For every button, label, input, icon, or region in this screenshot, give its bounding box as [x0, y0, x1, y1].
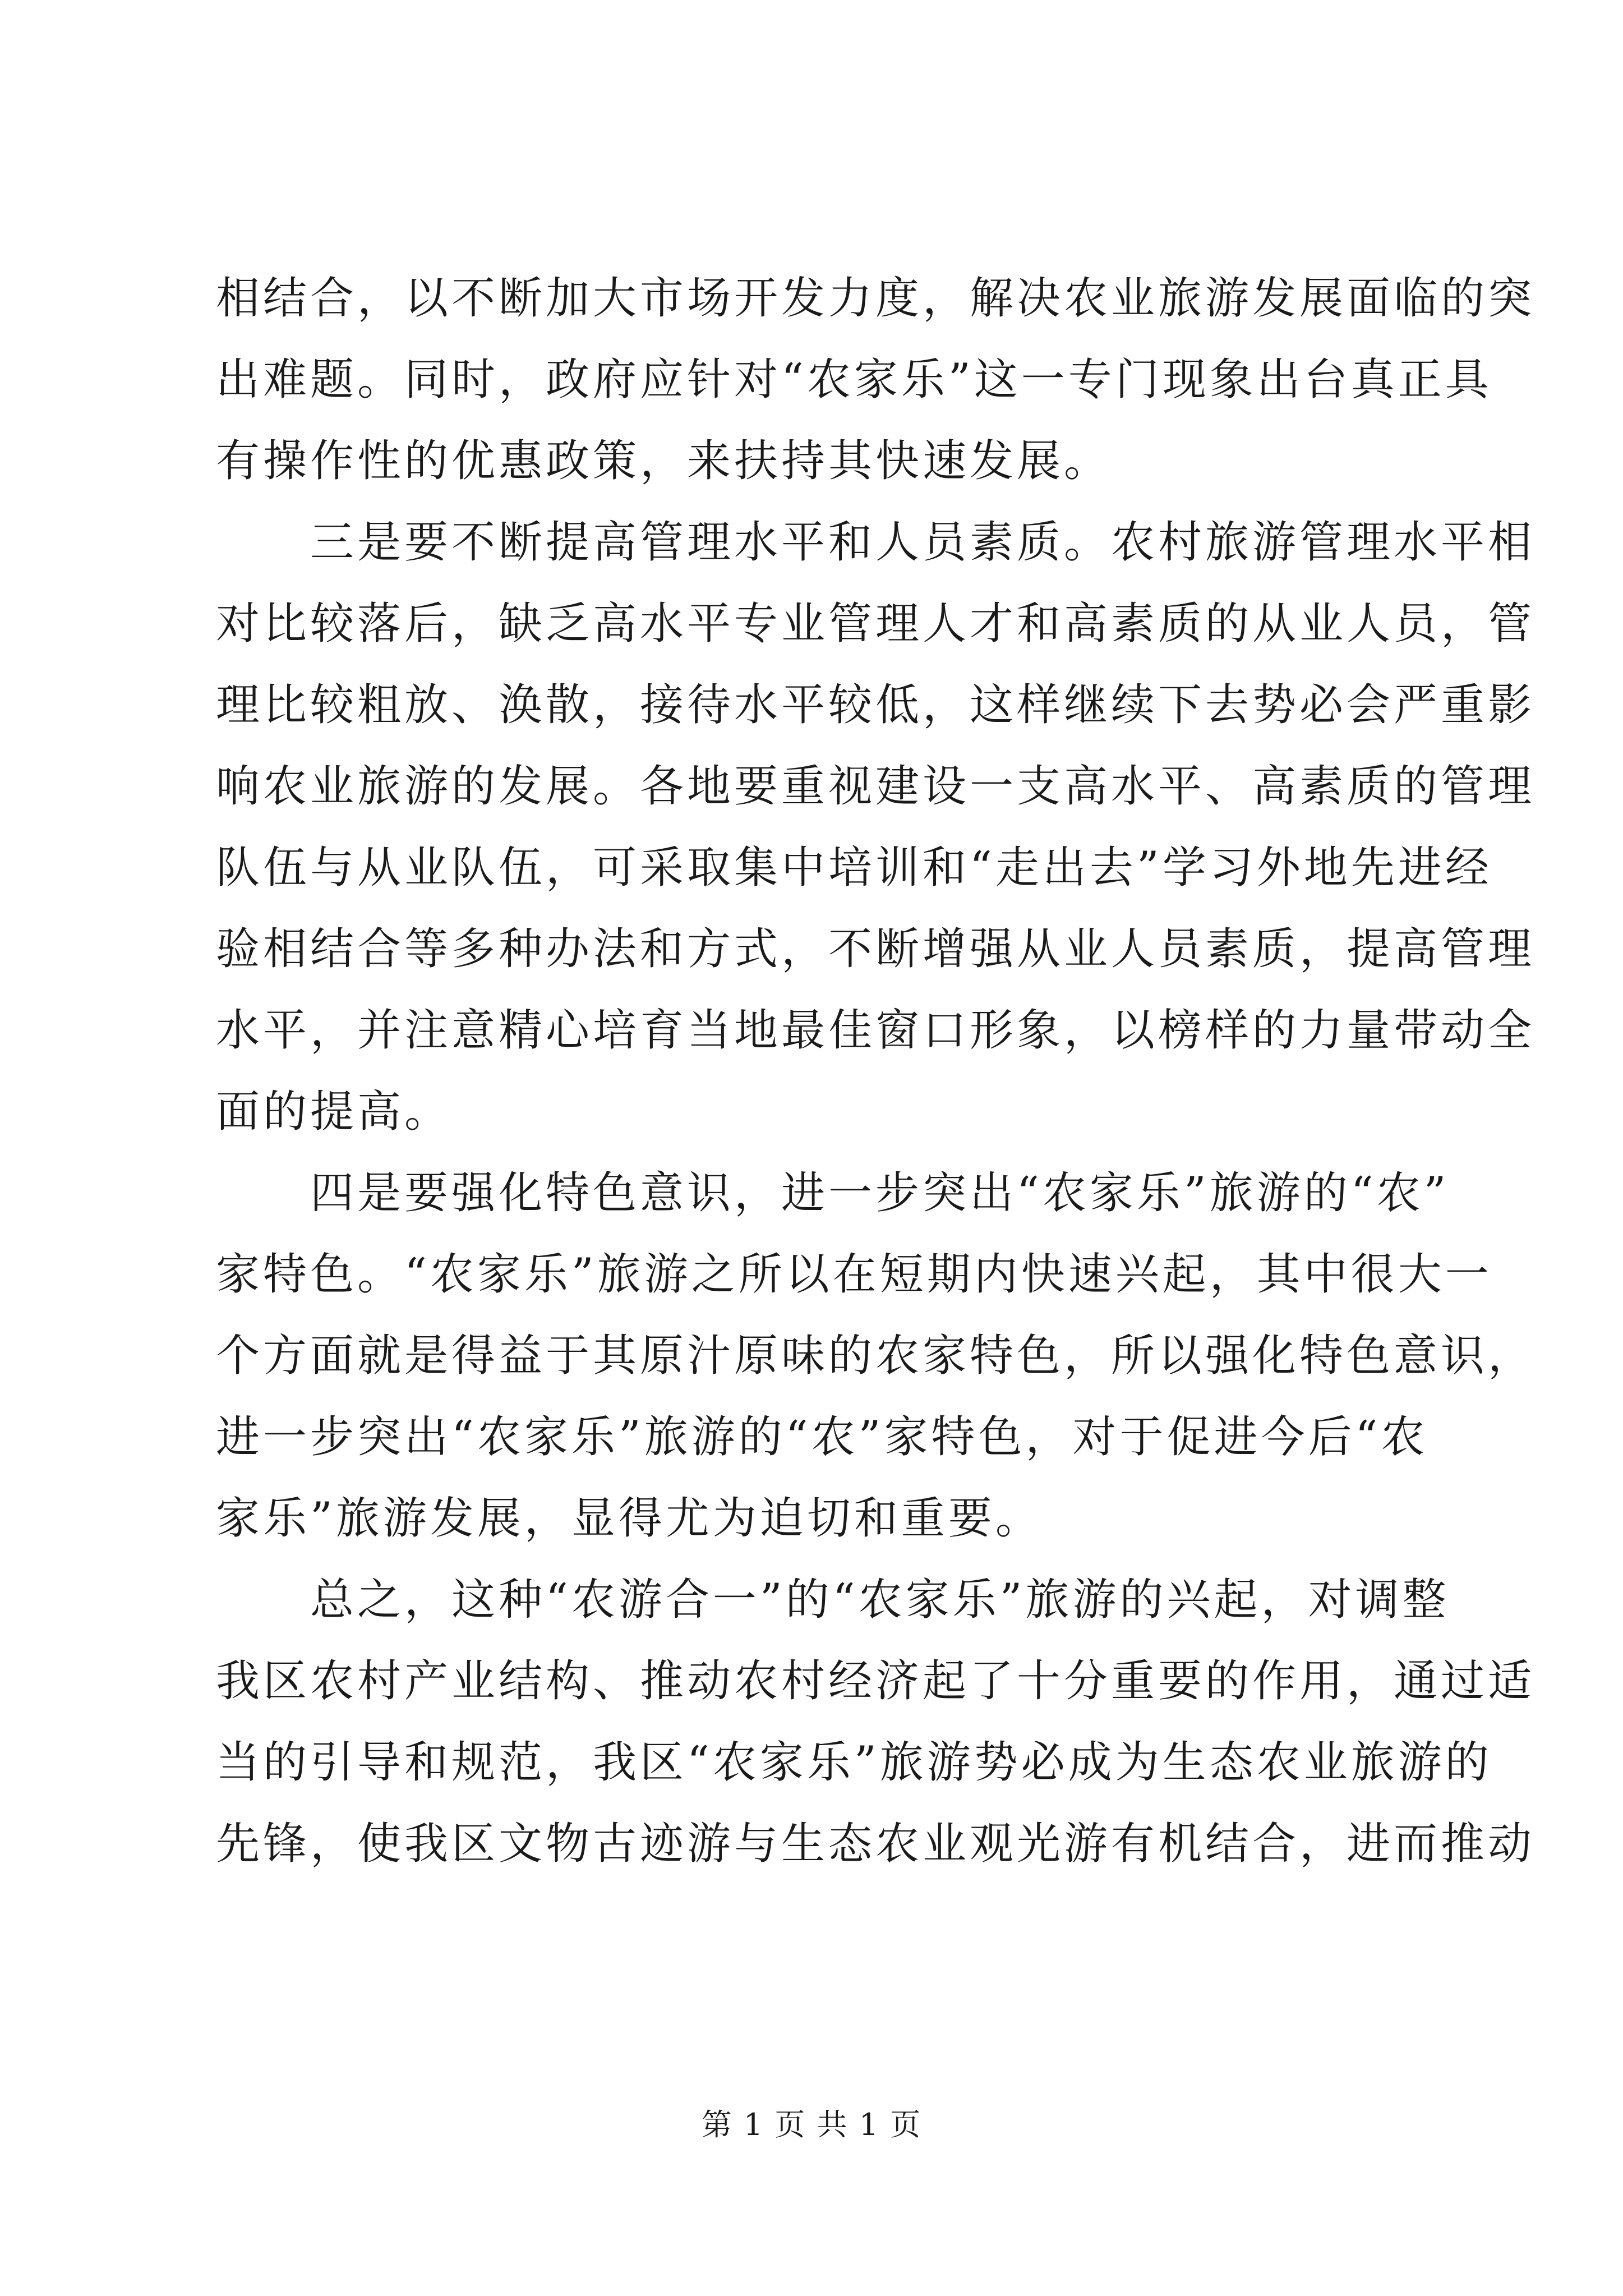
text-line: 家乐”旅游发展，显得尤为迫切和重要。 — [216, 1493, 1043, 1544]
text-line: 响农业旅游的发展。各地要重视建设一支高水平、高素质的管理 — [216, 761, 1536, 812]
text-line: 相结合，以不断加大市场开发力度，解决农业旅游发展面临的突 — [216, 273, 1536, 324]
text-line: 理比较粗放、涣散，接待水平较低，这样继续下去势必会严重影 — [216, 680, 1536, 730]
text-line: 对比较落后，缺乏高水平专业管理人才和高素质的从业人员，管 — [216, 599, 1536, 649]
text-line: 先锋，使我区文物古迹游与生态农业观光游有机结合，进而推动 — [216, 1819, 1536, 1869]
text-line: 三是要不断提高管理水平和人员素质。农村旅游管理水平相 — [216, 517, 1536, 568]
text-line: 水平，并注意精心培育当地最佳窗口形象，以榜样的力量带动全 — [216, 1005, 1536, 1056]
text-line: 队伍与从业队伍，可采取集中培训和“走出去”学习外地先进经 — [216, 843, 1492, 893]
text-line: 有操作性的优惠政策，来扶持其快速发展。 — [216, 436, 1112, 486]
page-footer: 第 1 页 共 1 页 — [701, 2107, 922, 2142]
text-line: 我区农村产业结构、推动农村经济起了十分重要的作用，通过适 — [216, 1656, 1536, 1706]
text-line: 当的引导和规范，我区“农家乐”旅游势必成为生态农业旅游的 — [216, 1737, 1492, 1788]
text-line: 面的提高。 — [216, 1087, 452, 1137]
text-line: 家特色。“农家乐”旅游之所以在短期内快速兴起，其中很大一 — [216, 1249, 1492, 1300]
text-line: 总之，这种“农游合一”的“农家乐”旅游的兴起，对调整 — [216, 1575, 1450, 1625]
text-line: 进一步突出“农家乐”旅游的“农”家特色，对于促进今后“农 — [216, 1412, 1428, 1462]
text-line: 个方面就是得益于其原汁原味的农家特色，所以强化特色意识， — [216, 1331, 1536, 1381]
text-line: 四是要强化特色意识，进一步突出“农家乐”旅游的“农” — [216, 1168, 1450, 1218]
text-line: 验相结合等多种办法和方式，不断增强从业人员素质，提高管理 — [216, 924, 1536, 974]
document-body — [216, 258, 1536, 1885]
text-line: 出难题。同时，政府应针对“农家乐”这一专门现象出台真正具 — [216, 355, 1492, 405]
